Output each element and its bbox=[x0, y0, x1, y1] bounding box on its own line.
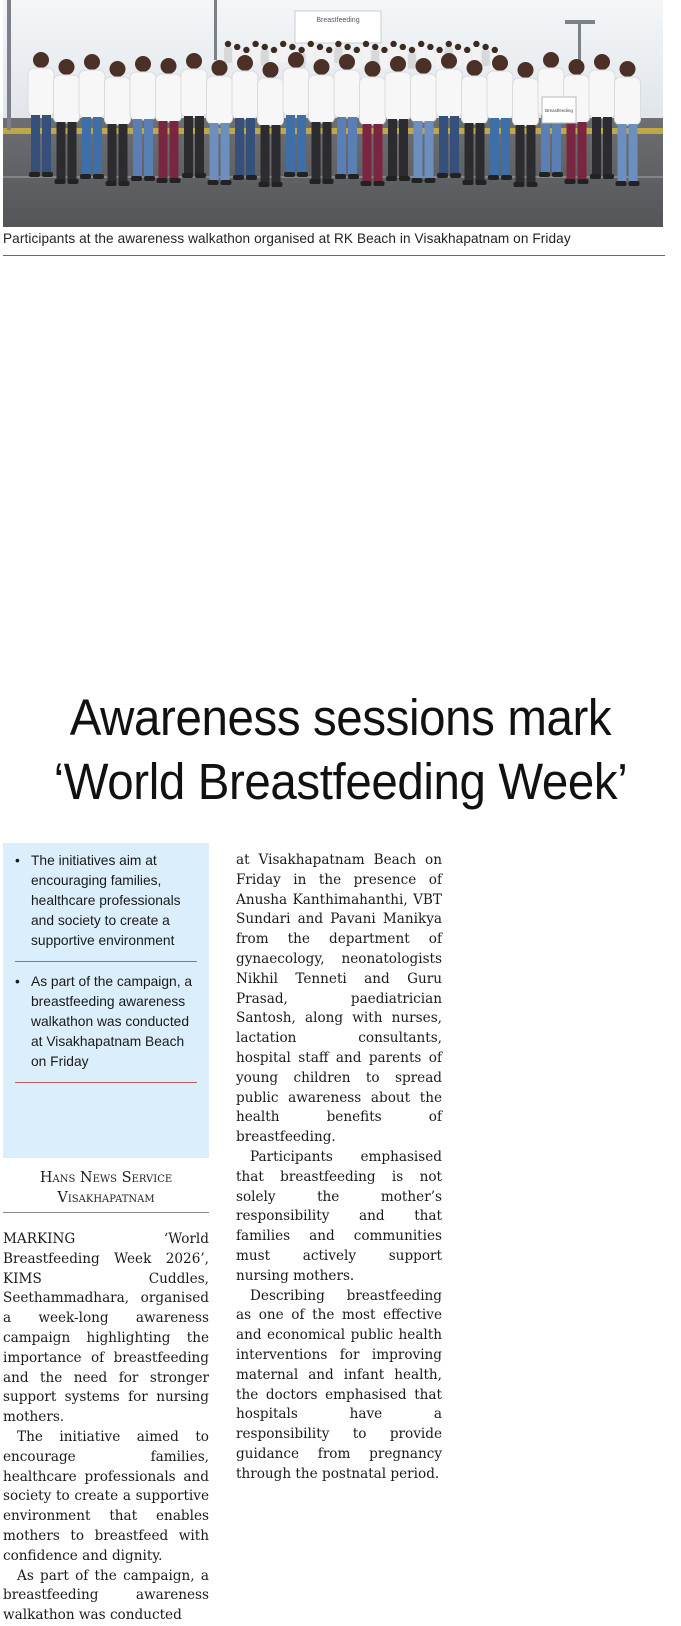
highlight-divider bbox=[15, 961, 197, 962]
article-column-2 bbox=[236, 851, 442, 1485]
article-column-1 bbox=[3, 1230, 209, 1624]
photo-caption: Participants at the awareness walkathon organised at RK Beach in Visakhapatnam on Friday bbox=[3, 231, 571, 246]
placard-text: Breastfeeding bbox=[545, 108, 573, 113]
byline bbox=[3, 1168, 209, 1208]
article-paragraph: Participants emphasised that breastfeeding is not solely the mother’s responsibility and that families and communities must actively support nursing mothers. bbox=[236, 1148, 442, 1284]
caption-rule bbox=[3, 255, 665, 256]
byline-rule bbox=[3, 1212, 209, 1213]
background-person bbox=[482, 44, 490, 66]
placard bbox=[542, 97, 576, 123]
highlight-text: The initiatives aim at encouraging families, healthcare professionals and society to create a supportive environment bbox=[31, 853, 181, 948]
highlight-text: As part of the campaign, a breastfeeding awareness walkathon was conducted at Visakhapatnam Beach on Friday bbox=[31, 974, 193, 1069]
background-person bbox=[224, 41, 232, 63]
bullet-icon: • bbox=[15, 853, 20, 868]
background-person bbox=[252, 41, 260, 63]
background-person bbox=[380, 47, 388, 69]
background-person bbox=[362, 41, 370, 63]
group-photo bbox=[3, 0, 663, 227]
banner-text: Breastfeeding bbox=[316, 17, 360, 24]
headline bbox=[24, 686, 657, 814]
byline-location: Visakhapatnam bbox=[57, 1190, 155, 1206]
headline-line-2: ‘World Breastfeeding Week’ bbox=[53, 753, 628, 810]
article-paragraph: The initiative aimed to encourage families, healthcare professionals and society to create a supportive environment that enables mothers to breastfeed with confidence and dignity. bbox=[3, 1428, 209, 1564]
background-person bbox=[279, 41, 287, 63]
background-person bbox=[472, 41, 480, 63]
article-paragraph: Describing breastfeeding as one of the most effective and economical public health interventions for improving maternal and infant health, the doctors emphasised that hospitals have a responsibility to provide guidance from pregnancy through the postnatal period. bbox=[236, 1287, 442, 1482]
byline-agency: Hans News Service bbox=[39, 1170, 173, 1186]
highlight-divider bbox=[15, 1082, 197, 1083]
article-paragraph: MARKING ‘World Breastfeeding Week 2026’, KIMS Cuddles, Seethammadhara, organised a week-long awareness campaign highlighting the importance of breastfeeding and the need for stronger support systems for nursing mothers. bbox=[3, 1231, 209, 1426]
article-paragraph: at Visakhapatnam Beach on Friday in the presence of Anusha Kanthimahanthi, VBT Sundari and Pavani Manikya from the department of gynaecology, neonatologists Nikhil Tenneti and Guru Prasad, paediatrician Santosh, along with nurses, lactation consultants, hospital staff and parents of young children to spread public awareness about the health benefits of breastfeeding. bbox=[236, 852, 442, 1146]
headline-line-1: Awareness sessions mark bbox=[69, 689, 612, 746]
highlight-item bbox=[15, 851, 197, 959]
highlight-item bbox=[15, 972, 197, 1080]
article-paragraph: As part of the campaign, a breastfeeding awareness walkathon was conducted bbox=[3, 1567, 209, 1624]
banner bbox=[295, 11, 381, 43]
highlights-box bbox=[3, 843, 209, 1158]
bullet-icon: • bbox=[15, 974, 20, 989]
background-person bbox=[408, 47, 416, 69]
background-person bbox=[307, 41, 315, 63]
